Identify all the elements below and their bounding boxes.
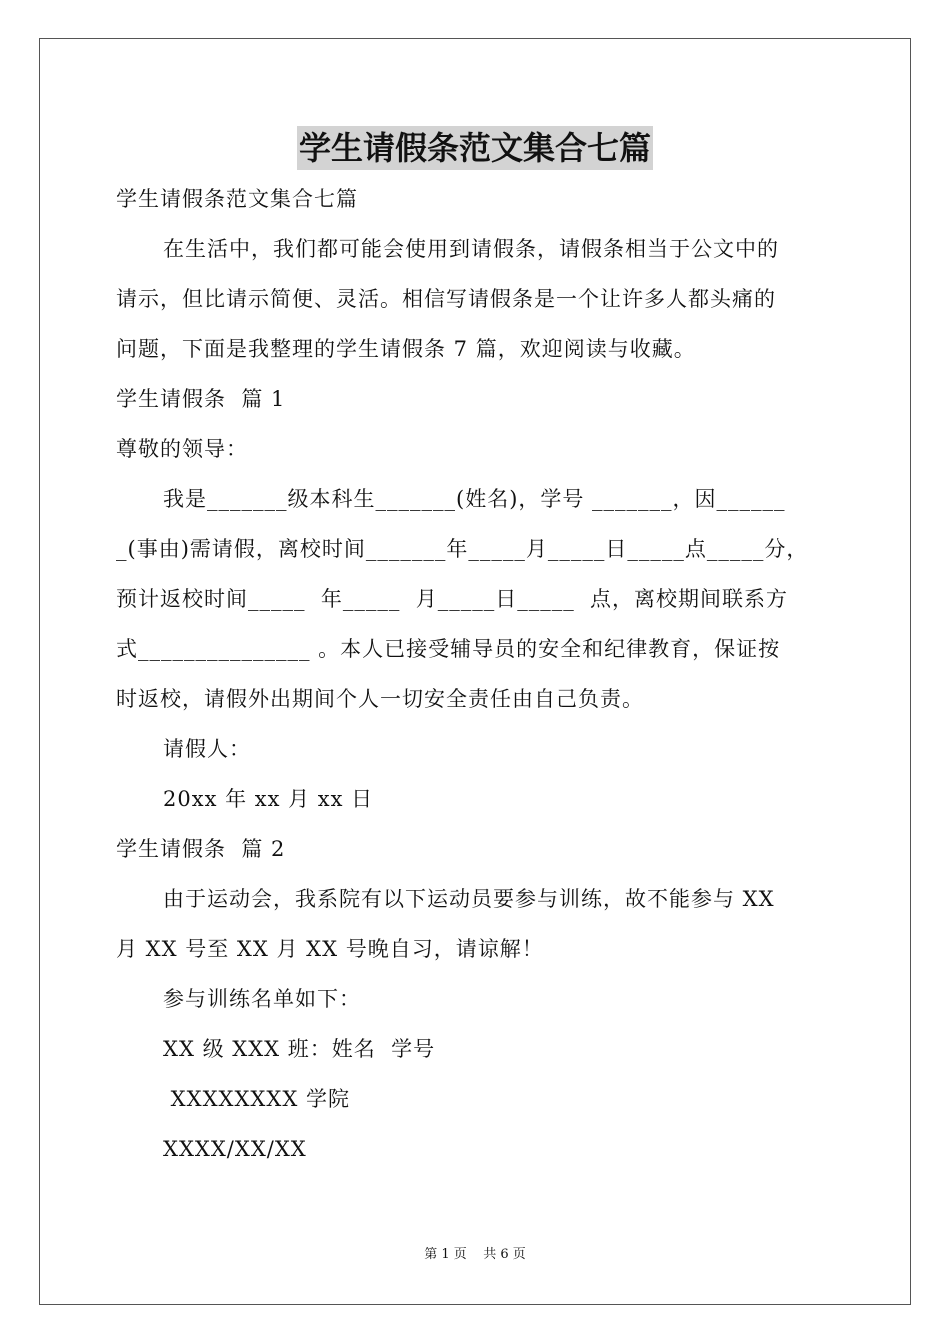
paragraph-line: 在生活中，我们都可能会使用到请假条，请假条相当于公文中的 [163, 237, 779, 261]
document-title: 学生请假条范文集合七篇 [297, 126, 653, 170]
page-footer: 第 1 页 共 6 页 [424, 1247, 526, 1262]
title-container [0, 126, 950, 170]
subtitle-line: 学生请假条范文集合七篇 [116, 187, 358, 211]
section-heading: 学生请假条 篇 1 [116, 387, 286, 411]
paragraph-line: 月 XX 号至 XX 月 XX 号晚自习，请谅解！ [116, 937, 544, 961]
section-heading: 学生请假条 篇 2 [116, 837, 286, 861]
form-line: 我是_______级本科生_______(姓名)，学号 _______，因______ [163, 487, 786, 511]
paragraph-line: 由于运动会，我系院有以下运动员要参与训练，故不能参与 XX [163, 887, 775, 911]
form-line: 式_______________ 。本人已接受辅导员的安全和纪律教育，保证按 [116, 637, 781, 661]
paragraph-line: 请示，但比请示简便、灵活。相信写请假条是一个让许多人都头痛的 [116, 287, 776, 311]
form-line: 时返校，请假外出期间个人一切安全责任由自己负责。 [116, 687, 644, 711]
salutation-line: 尊敬的领导： [116, 437, 248, 461]
form-line: _(事由)需请假，离校时间_______年_____月_____日_____点_____分， [116, 537, 809, 561]
paragraph-line: 参与训练名单如下： [163, 987, 361, 1011]
date-line: XXXX/XX/XX [163, 1137, 307, 1161]
page-border [39, 38, 911, 1305]
signature-line: 请假人： [163, 737, 251, 761]
list-item: XX 级 XXX 班：姓名 学号 [163, 1037, 436, 1061]
list-item: XXXXXXXX 学院 [163, 1087, 350, 1111]
paragraph-line: 问题，下面是我整理的学生请假条 7 篇，欢迎阅读与收藏。 [116, 337, 696, 361]
date-line: 20xx 年 xx 月 xx 日 [163, 787, 374, 811]
form-line: 预计返校时间_____ 年_____ 月_____日_____ 点，离校期间联系方 [116, 587, 789, 611]
